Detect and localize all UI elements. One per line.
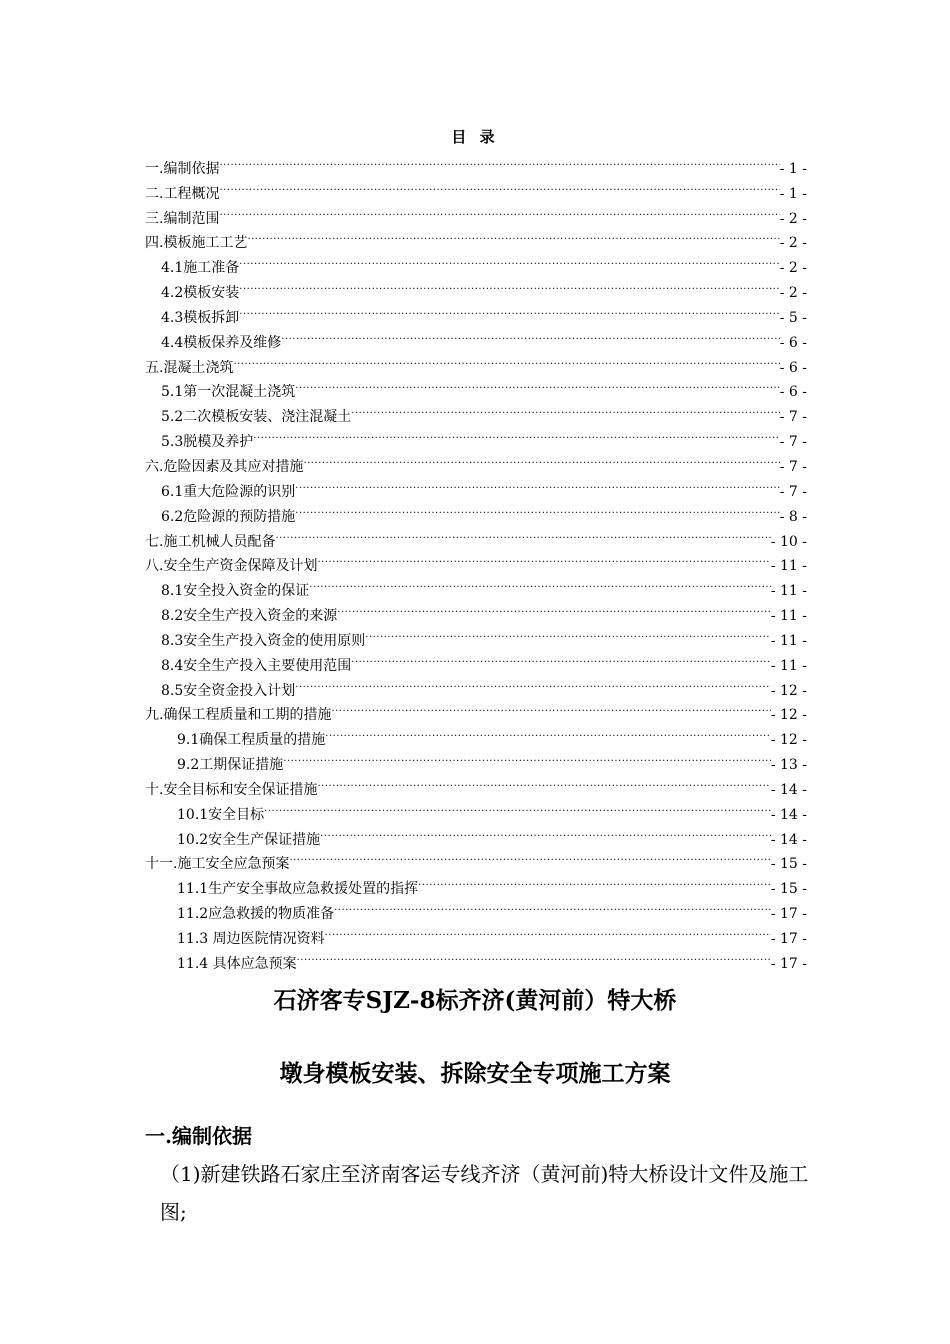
- toc-entry-page: - 17 -: [770, 906, 807, 923]
- document-title-line2: 墩身模板安装、拆除安全专项施工方案: [279, 1060, 671, 1087]
- table-of-contents: [145, 148, 807, 972]
- toc-entry[interactable]: [145, 247, 807, 277]
- toc-entry-label: 11.3 周边医院情况资料: [177, 931, 325, 947]
- toc-entry-label: 6.1重大危险源的识别: [161, 483, 296, 500]
- toc-entry-label: 5.2二次模板安装、浇注混凝土: [161, 409, 352, 426]
- toc-entry[interactable]: [145, 347, 807, 376]
- toc-entry[interactable]: [145, 148, 807, 177]
- toc-entry-page: - 2 -: [779, 235, 807, 252]
- toc-entry-page: - 11 -: [770, 657, 807, 674]
- toc-entry-label: 9.1确保工程质量的措施: [177, 732, 326, 749]
- toc-entry-page: - 14 -: [770, 781, 807, 798]
- toc-dot-leader: [351, 396, 779, 421]
- toc-dot-leader: [295, 670, 771, 695]
- toc-dot-leader: [219, 148, 779, 173]
- section-heading: 一.编制依据: [145, 1124, 252, 1148]
- toc-entry-label: 二.工程概况: [145, 185, 220, 202]
- toc-dot-leader: [281, 322, 779, 347]
- toc-entry-page: - 7 -: [779, 483, 807, 500]
- toc-entry[interactable]: [145, 372, 807, 401]
- toc-entry-page: - 7 -: [779, 458, 807, 475]
- toc-entry-label: 五.混凝土浇筑: [145, 359, 234, 376]
- toc-entry-label: 三.编制范围: [145, 210, 220, 227]
- toc-dot-leader: [309, 570, 771, 595]
- toc-entry-page: - 2 -: [779, 210, 807, 227]
- toc-entry-page: - 6 -: [779, 359, 807, 376]
- toc-entry-page: - 10 -: [770, 533, 807, 550]
- toc-entry-label: 9.2工期保证措施: [177, 757, 284, 774]
- toc-entry-label: 十.安全目标和安全保证措施: [145, 781, 318, 798]
- toc-dot-leader: [351, 645, 771, 670]
- body-paragraph: （1)新建铁路石家庄至济南客运专线齐济（黄河前)特大桥设计文件及施工图;: [160, 1162, 809, 1224]
- toc-dot-leader: [289, 844, 770, 869]
- toc-entry-page: - 11 -: [770, 632, 807, 649]
- toc-entry-label: 8.4安全生产投入主要使用范围: [161, 657, 352, 674]
- toc-entry-label: 4.2模板安装: [161, 285, 240, 302]
- toc-dot-leader: [303, 446, 779, 471]
- toc-entry-page: - 15 -: [770, 881, 807, 898]
- toc-entry-label: 8.5安全资金投入计划: [161, 682, 296, 699]
- toc-dot-leader: [325, 719, 771, 744]
- toc-entry-label: 七.施工机械人员配备: [145, 533, 276, 550]
- toc-dot-leader: [295, 372, 779, 397]
- toc-dot-leader: [275, 521, 770, 546]
- toc-entry-page: - 12 -: [770, 707, 807, 724]
- toc-entry-page: - 14 -: [770, 831, 807, 848]
- toc-dot-leader: [320, 819, 771, 844]
- toc-entry-page: - 8 -: [779, 508, 807, 525]
- toc-entry-label: 10.1安全目标: [177, 806, 265, 823]
- toc-entry-label: 5.1第一次混凝土浇筑: [161, 384, 296, 401]
- toc-entry-label: 8.2安全生产投入资金的来源: [161, 608, 338, 625]
- toc-dot-leader: [219, 198, 779, 223]
- toc-dot-leader: [334, 893, 771, 918]
- toc-entry-label: 4.1施工准备: [161, 260, 240, 277]
- toc-entry-label: 4.4模板保养及维修: [161, 334, 282, 351]
- toc-entry[interactable]: [145, 297, 807, 326]
- toc-dot-leader: [418, 868, 771, 893]
- toc-entry-page: - 17 -: [770, 931, 807, 947]
- toc-entry-page: - 2 -: [779, 260, 807, 277]
- toc-entry-label: 四.模板施工工艺: [145, 235, 248, 252]
- toc-dot-leader: [239, 297, 779, 322]
- toc-entry-page: - 7 -: [779, 409, 807, 426]
- toc-entry-label: 8.1安全投入资金的保证: [161, 583, 310, 600]
- toc-entry-label: 八.安全生产资金保障及计划: [145, 558, 318, 575]
- toc-dot-leader: [253, 421, 779, 446]
- toc-entry-page: - 11 -: [770, 583, 807, 600]
- toc-dot-leader: [295, 496, 779, 521]
- toc-entry-label: 六.危险因素及其应对措施: [145, 458, 304, 475]
- toc-entry-label: 11.2应急救援的物质准备: [177, 906, 335, 923]
- toc-dot-leader: [317, 546, 770, 571]
- toc-entry-page: - 13 -: [770, 757, 807, 774]
- toc-dot-leader: [239, 247, 779, 272]
- toc-entry-page: - 11 -: [770, 608, 807, 625]
- toc-entry-page: - 15 -: [770, 856, 807, 873]
- toc-entry-label: 5.3脱模及养护: [161, 434, 254, 451]
- toc-entry[interactable]: [145, 223, 807, 252]
- toc-entry-page: - 11 -: [770, 558, 807, 575]
- toc-entry-label: 十一.施工安全应急预案: [145, 856, 290, 873]
- toc-entry-page: - 5 -: [779, 309, 807, 326]
- toc-entry-page: - 12 -: [770, 732, 807, 749]
- toc-dot-leader: [317, 769, 770, 794]
- toc-entry-page: - 14 -: [770, 806, 807, 823]
- toc-entry[interactable]: [145, 173, 807, 202]
- toc-dot-leader: [264, 794, 771, 819]
- toc-dot-leader: [331, 695, 770, 720]
- toc-entry-page: - 2 -: [779, 285, 807, 302]
- toc-dot-leader: [219, 173, 779, 198]
- toc-entry-page: - 6 -: [779, 384, 807, 401]
- toc-dot-leader: [325, 918, 771, 943]
- toc-dot-leader: [337, 595, 771, 620]
- toc-entry-page: - 17 -: [770, 955, 807, 972]
- toc-dot-leader: [233, 347, 779, 372]
- toc-entry-page: - 6 -: [779, 334, 807, 351]
- document-title-line1: 石济客专SJZ-8标齐济(黄河前）特大桥: [273, 987, 677, 1014]
- toc-dot-leader: [297, 943, 771, 968]
- toc-entry[interactable]: [145, 272, 807, 302]
- toc-dot-leader: [247, 223, 779, 248]
- toc-dot-leader: [239, 272, 779, 297]
- toc-entry[interactable]: [145, 322, 807, 351]
- toc-entry-page: - 1 -: [779, 160, 807, 177]
- toc-entry-page: - 1 -: [779, 185, 807, 202]
- toc-title: 目 录: [451, 128, 499, 146]
- toc-entry-label: 6.2危险源的预防措施: [161, 508, 296, 525]
- toc-entry-label: 11.1生产安全事故应急救援处置的指挥: [177, 881, 419, 898]
- toc-entry-label: 一.编制依据: [145, 160, 220, 177]
- toc-entry-label: 九.确保工程质量和工期的措施: [145, 707, 332, 724]
- toc-entry-label: 11.4 具体应急预案: [177, 955, 297, 972]
- toc-entry-page: - 7 -: [779, 434, 807, 451]
- toc-dot-leader: [283, 744, 771, 769]
- toc-entry-label: 10.2安全生产保证措施: [177, 831, 321, 848]
- toc-entry-page: - 12 -: [770, 682, 807, 699]
- toc-entry-label: 4.3模板拆卸: [161, 309, 240, 326]
- toc-entry-label: 8.3安全生产投入资金的使用原则: [161, 632, 366, 649]
- toc-dot-leader: [365, 620, 771, 645]
- toc-entry[interactable]: [145, 198, 807, 227]
- toc-dot-leader: [295, 471, 779, 496]
